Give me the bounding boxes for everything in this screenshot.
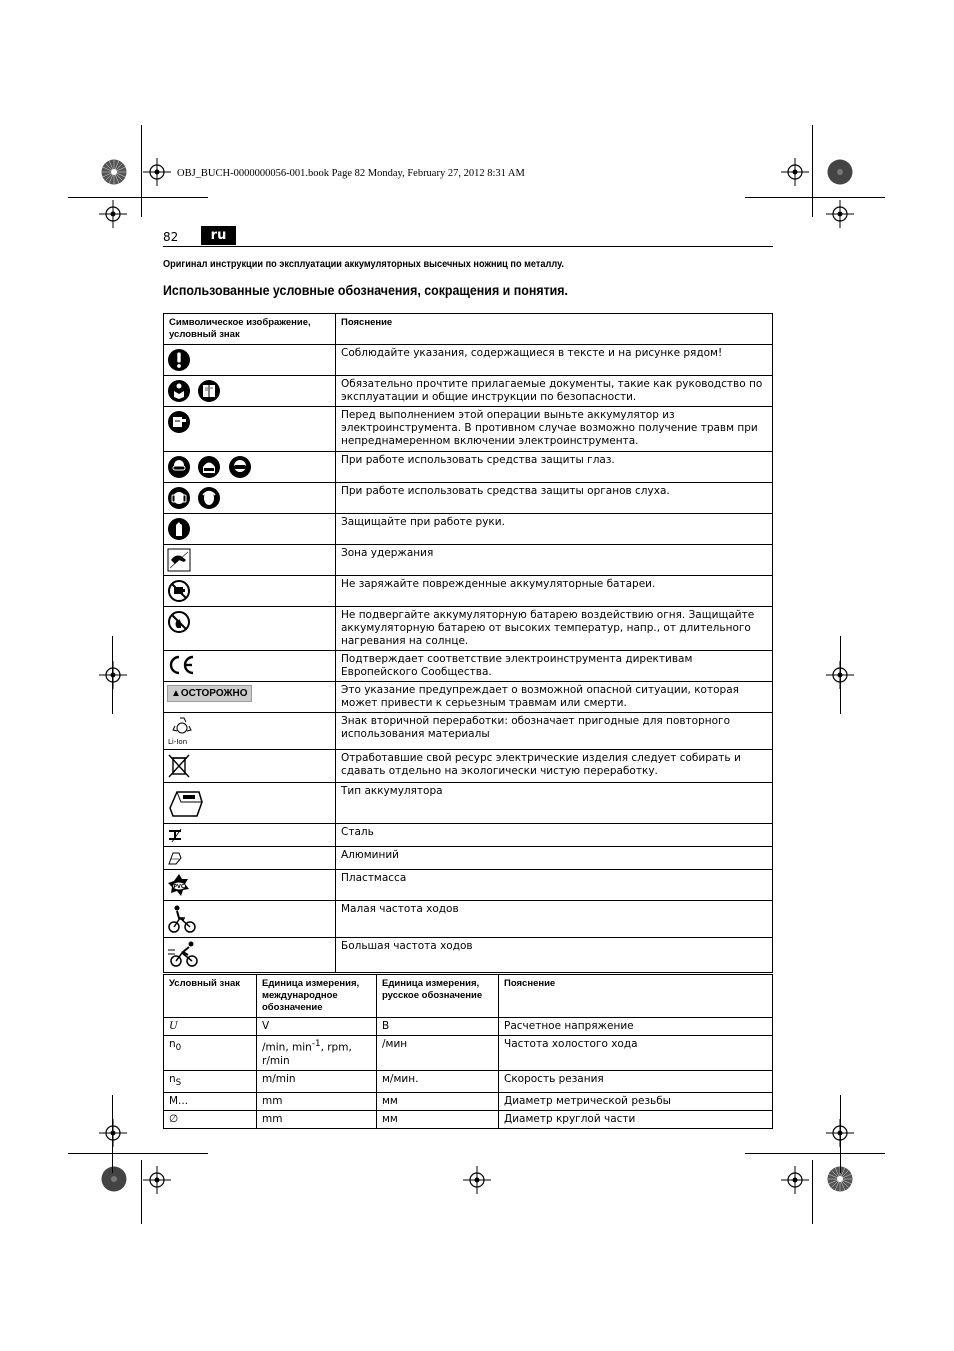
eye-protection-icon	[167, 455, 191, 479]
row-explanation: Зона удержания	[336, 545, 773, 576]
crosshair-icon	[463, 1166, 491, 1194]
unit-explanation: Частота холостого хода	[499, 1036, 773, 1071]
unit-ru: м/мин.	[377, 1070, 499, 1092]
column-header-explanation: Пояснение	[336, 314, 773, 345]
row-explanation: Алюминий	[336, 847, 773, 870]
table-row	[164, 483, 773, 514]
row-explanation: Знак вторичной переработки: обозначает пригодные для повторного использования материалы	[336, 713, 773, 750]
row-explanation: Сталь	[336, 824, 773, 847]
table-row	[164, 576, 773, 607]
column-header-explanation: Пояснение	[499, 975, 773, 1018]
row-explanation: Тип аккумулятора	[336, 783, 773, 824]
svg-text:PVC: PVC	[173, 884, 185, 890]
high-stroke-rate-icon	[167, 941, 201, 969]
crosshair-icon	[99, 661, 127, 689]
row-explanation: Не подвергайте аккумуляторную батарею воздействию огня. Защищайте аккумуляторную батарею от высоких температур, напр., от длительного нагревания на солнце.	[336, 607, 773, 651]
unit-intl: V	[257, 1018, 377, 1036]
safety-glasses-icon	[228, 455, 252, 479]
crop-line	[141, 1160, 142, 1224]
table-row: $n_S$ m/min м/мин. Скорость резания	[164, 1070, 773, 1092]
unit-ru: В	[377, 1018, 499, 1036]
crop-line	[812, 1160, 813, 1224]
table-row: $n_0$ /min, $\min^{-1}$, rpm, r/min /мин Частота холостого хода	[164, 1036, 773, 1071]
crosshair-icon	[826, 200, 854, 228]
language-badge: ru	[201, 226, 236, 245]
aluminium-icon	[167, 850, 183, 866]
no-charge-damaged-battery-icon	[167, 579, 191, 603]
crop-line	[745, 1153, 885, 1154]
read-manual-icon	[167, 379, 191, 403]
crop-line	[745, 197, 885, 198]
header-rule	[163, 246, 773, 247]
unit-explanation: Диаметр круглой части	[499, 1110, 773, 1128]
face-shield-icon	[197, 455, 221, 479]
plastic-icon	[167, 873, 191, 897]
registration-disk-icon	[101, 1166, 127, 1192]
row-explanation: При работе использовать средства защиты глаз.	[336, 452, 773, 483]
table-row	[164, 870, 773, 901]
caution-badge: ▲ОСТОРОЖНО	[167, 685, 252, 702]
units-table-header	[164, 975, 773, 1018]
steel-icon	[167, 827, 185, 843]
crop-line	[840, 636, 841, 714]
ear-muffs-icon	[197, 486, 221, 510]
unit-ru: мм	[377, 1110, 499, 1128]
svg-text:Li-Ion: Li-Ion	[168, 738, 188, 746]
row-explanation: Отработавшие свой ресурс электрические изделия следует собирать и сдавать отдельно на экологически чистую переработку.	[336, 750, 773, 783]
table-row	[164, 783, 773, 824]
table-row	[164, 750, 773, 783]
row-explanation: Большая частота ходов	[336, 938, 773, 973]
section-title: Использованные условные обозначения, сокращения и понятия.	[163, 283, 568, 298]
row-explanation: Перед выполнением этой операции выньте аккумулятор из электроинструмента. В противном случае возможно получение травм при непреднамеренном включении электроинструмента.	[336, 407, 773, 452]
crosshair-icon	[143, 1166, 171, 1194]
table-row	[164, 1018, 773, 1036]
crosshair-icon	[781, 158, 809, 186]
registration-disk-icon	[827, 159, 853, 185]
unit-ru: мм	[377, 1092, 499, 1110]
row-explanation: Не заряжайте поврежденные аккумуляторные батареи.	[336, 576, 773, 607]
crop-line	[840, 1095, 841, 1173]
row-explanation: При работе использовать средства защиты органов слуха.	[336, 483, 773, 514]
manual-book-icon	[197, 379, 221, 403]
low-stroke-rate-icon	[167, 904, 197, 934]
unit-symbol: M...	[164, 1092, 257, 1110]
warning-exclamation-icon	[167, 348, 191, 372]
unit-symbol: n	[169, 1038, 176, 1050]
row-explanation: Соблюдайте указания, содержащиеся в тексте и на рисунке рядом!	[336, 345, 773, 376]
row-explanation: Защищайте при работе руки.	[336, 514, 773, 545]
table-row	[164, 713, 773, 750]
crop-line	[112, 1095, 113, 1173]
hand-protection-icon	[167, 517, 191, 541]
crosshair-icon	[143, 158, 171, 186]
table-row	[164, 824, 773, 847]
table-row	[164, 607, 773, 651]
crop-line	[68, 197, 208, 198]
column-header-intl-unit: Единица измерения, международное обозначение	[257, 975, 377, 1018]
unit-intl: m/min	[257, 1070, 377, 1092]
table-row	[164, 345, 773, 376]
table-row	[164, 407, 773, 452]
table-row	[164, 901, 773, 938]
crosshair-icon	[99, 200, 127, 228]
unit-intl: mm	[257, 1092, 377, 1110]
column-header-symbol: Условный знак	[164, 975, 257, 1018]
column-header-ru-unit: Единица измерения, русское обозначение	[377, 975, 499, 1018]
table-row	[164, 545, 773, 576]
page-number: 82	[163, 230, 179, 244]
unit-symbol: U	[169, 1020, 178, 1032]
symbols-table	[163, 313, 773, 973]
unit-explanation: Диаметр метрической резьбы	[499, 1092, 773, 1110]
unit-ru: /мин	[377, 1036, 499, 1071]
crop-line	[68, 1153, 208, 1154]
document-subtitle: Оригинал инструкции по эксплуатации аккумуляторных высечных ножниц по металлу.	[163, 259, 564, 270]
table-row	[164, 514, 773, 545]
row-explanation: Подтверждает соответствие электроинструмента директивам Европейского Сообщества.	[336, 651, 773, 682]
unit-intl: mm	[257, 1110, 377, 1128]
crop-line	[112, 636, 113, 714]
table-row	[164, 651, 773, 682]
remove-battery-icon	[167, 410, 191, 434]
registration-disk-icon	[101, 159, 127, 185]
no-fire-battery-icon	[167, 610, 191, 634]
battery-type-icon	[167, 786, 205, 820]
unit-explanation: Скорость резания	[499, 1070, 773, 1092]
table-row	[164, 847, 773, 870]
table-row	[164, 938, 773, 973]
warning-triangle-icon: ▲	[171, 688, 181, 699]
ce-mark-icon	[167, 654, 195, 676]
grip-zone-icon	[167, 548, 191, 572]
column-header-symbol: Символическое изображение, условный знак	[164, 314, 336, 345]
table-row	[164, 1110, 773, 1128]
table-row	[164, 376, 773, 407]
units-table	[163, 974, 773, 1129]
row-explanation: Это указание предупреждает о возможной опасной ситуации, которая может привести к серьезным травмам или смерти.	[336, 682, 773, 713]
unit-symbol: n	[169, 1072, 176, 1085]
table-row	[164, 682, 773, 713]
recycling-li-ion-icon	[167, 716, 197, 746]
crosshair-icon	[781, 1166, 809, 1194]
crosshair-icon	[99, 1119, 127, 1147]
crop-line	[141, 125, 142, 217]
row-explanation: Обязательно прочтите прилагаемые документы, такие как руководство по эксплуатации и общие инструкции по безопасности.	[336, 376, 773, 407]
unit-intl: /min, min	[262, 1041, 312, 1054]
table-row	[164, 1092, 773, 1110]
crossed-bin-icon	[167, 753, 191, 779]
ear-protection-icon	[167, 486, 191, 510]
unit-symbol: ∅	[164, 1110, 257, 1128]
table-row	[164, 452, 773, 483]
row-explanation: Пластмасса	[336, 870, 773, 901]
book-info-line: OBJ_BUCH-0000000056-001.book Page 82 Monday, February 27, 2012 8:31 AM	[177, 168, 525, 179]
row-explanation: Малая частота ходов	[336, 901, 773, 938]
symbols-table-header	[164, 314, 773, 345]
unit-explanation: Расчетное напряжение	[499, 1018, 773, 1036]
crop-line	[812, 125, 813, 217]
